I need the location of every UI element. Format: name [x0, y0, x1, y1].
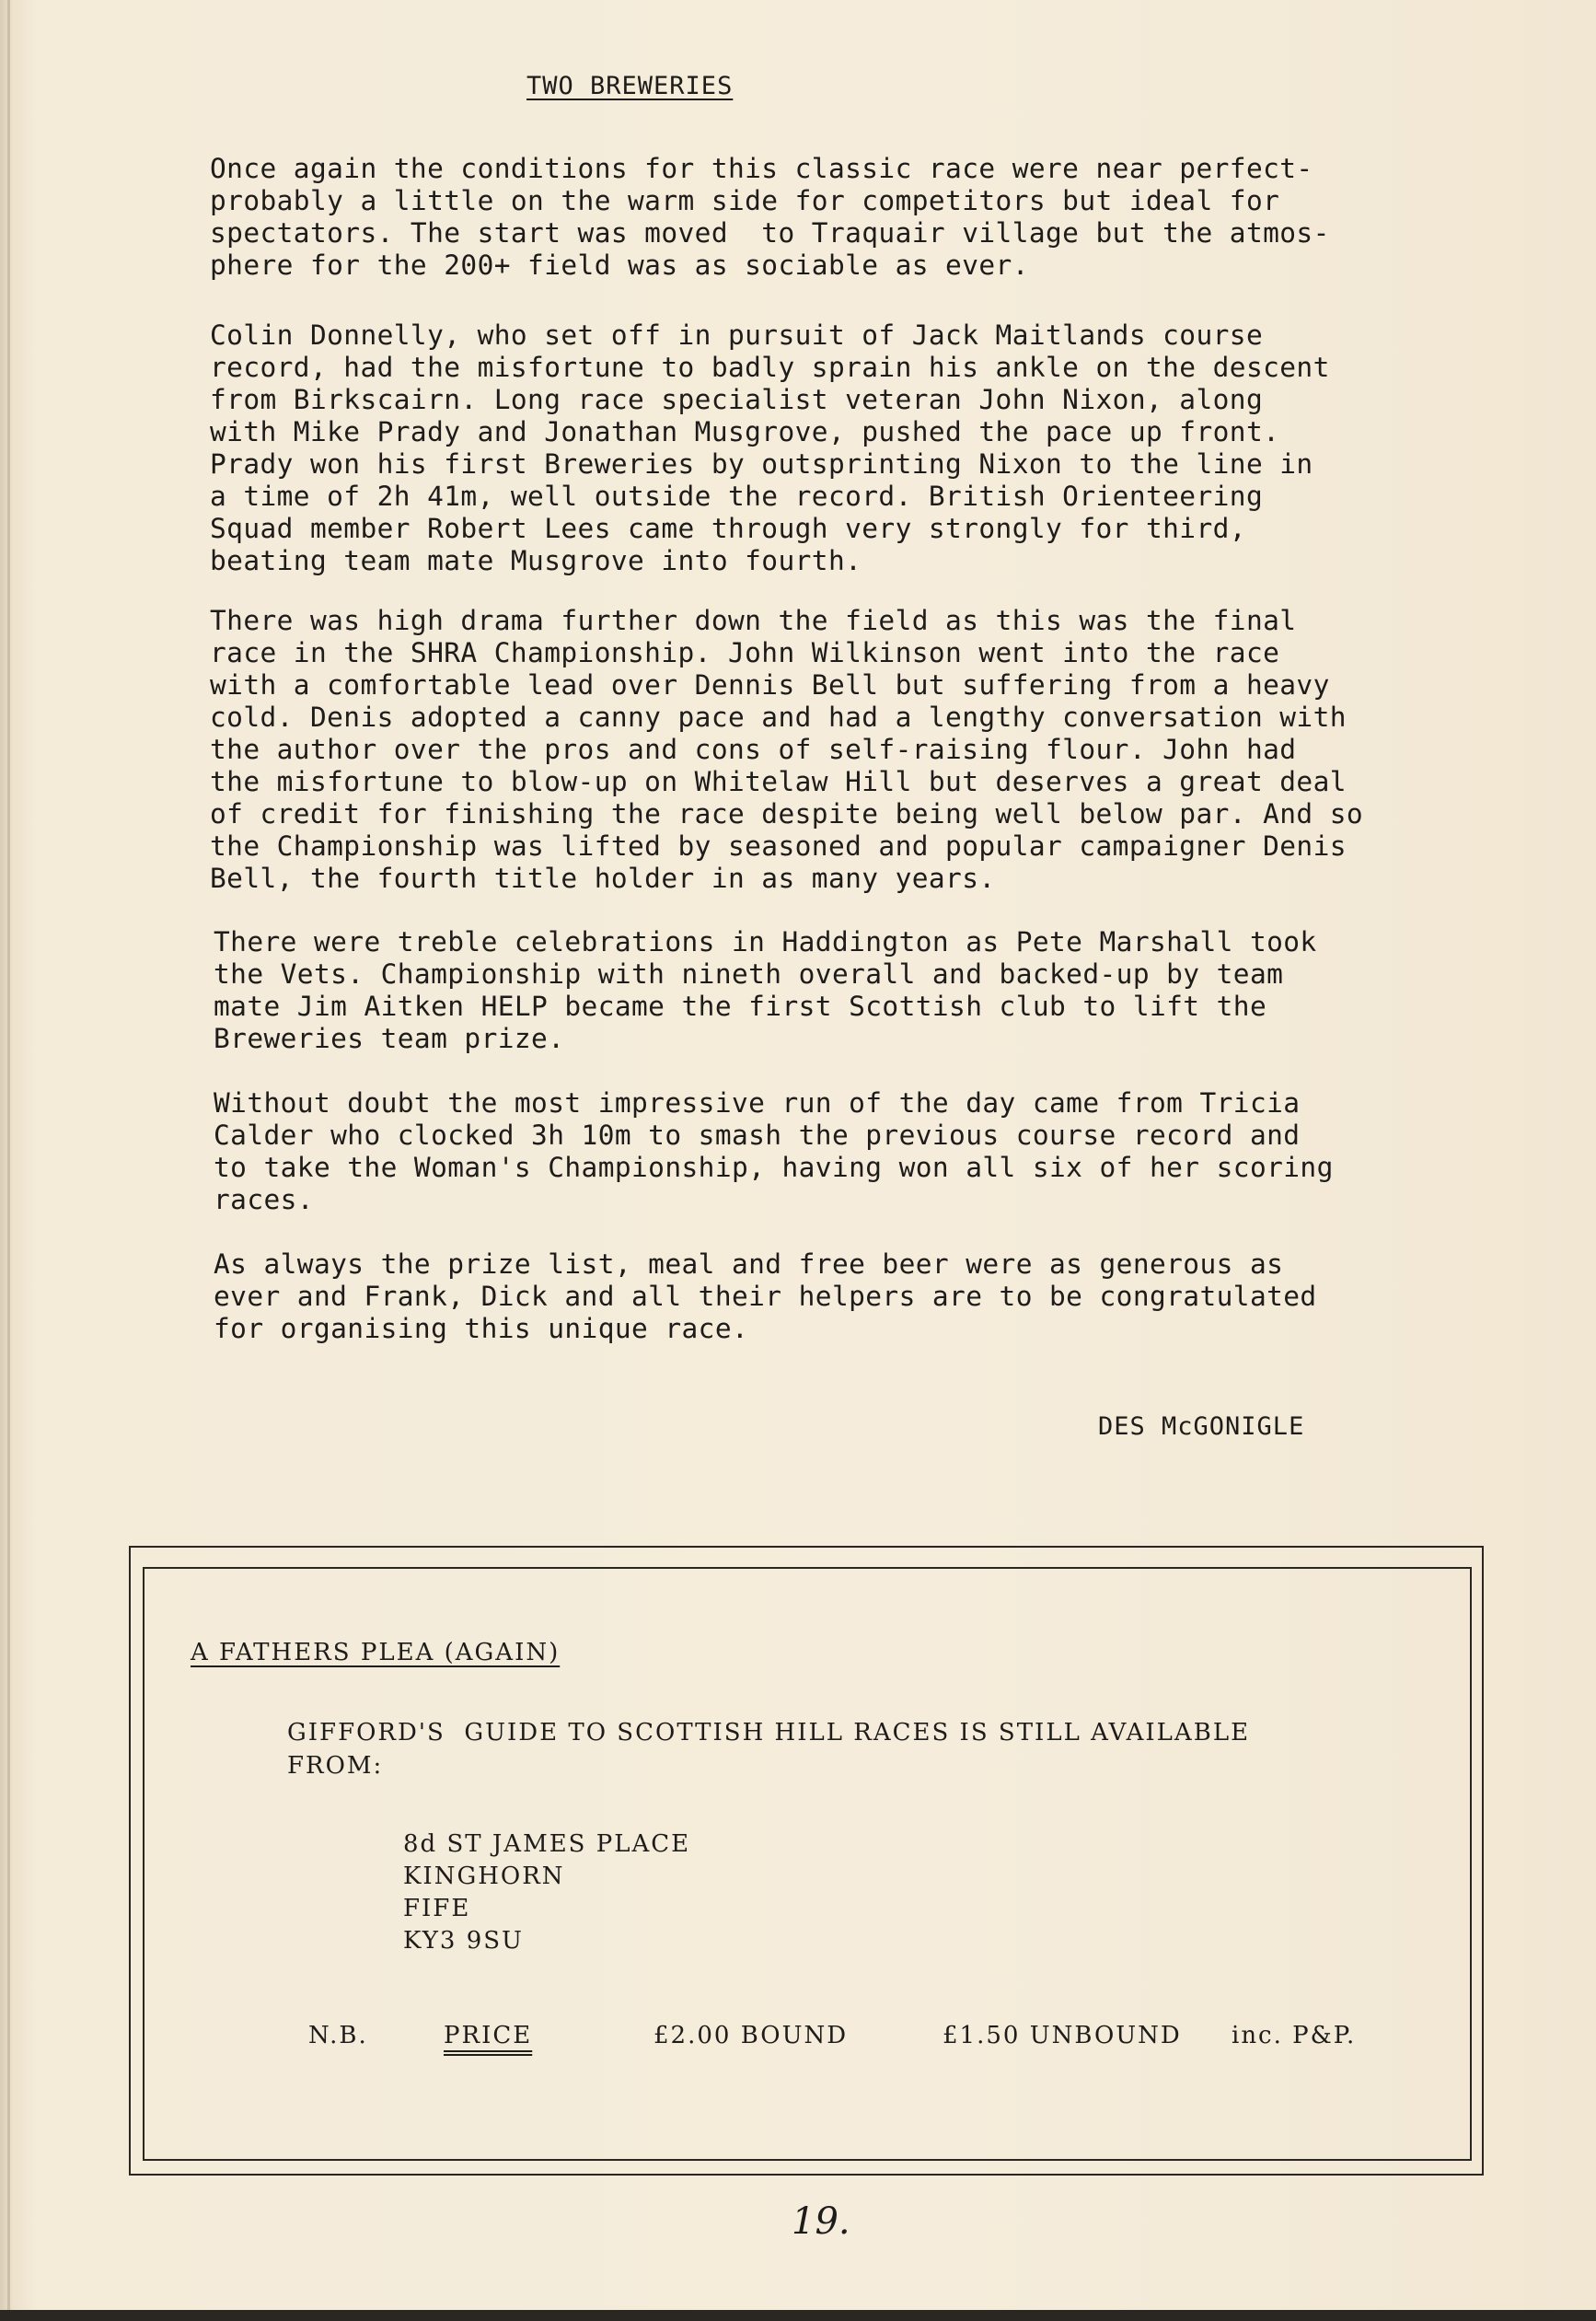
address-line-1: 8d ST JAMES PLACE [403, 1830, 691, 1858]
notice-title: A FATHERS PLEA (AGAIN) [191, 1639, 561, 1666]
binding-spine [7, 0, 10, 2321]
address-line-2: KINGHORN [403, 1863, 565, 1890]
article-paragraph-2: Colin Donnelly, who set off in pursuit of Jack Maitlands course record, had the misfortune to badly sprain his ankle on the descent from Birkscairn. Long race specialist veteran John Nixon, along with Mike Prady and Jonathan Musgrove, pushed the pace up front. Prady won his first Breweries by outsprinting Nixon to the line in a time of 2h 41m, well outside the record. British Orienteering Squad member Robert Lees came through very strongly for third, beating team mate Musgrove into fourth. [210, 319, 1330, 576]
article-paragraph-4: There were treble celebrations in Haddington as Pete Marshall took the Vets. Championship with nineth overall and backed-up by team mate Jim Aitken HELP became the first Scottish club to lift the Breweries team prize. [214, 926, 1317, 1054]
price-bound: £2.00 BOUND [653, 2022, 849, 2049]
article-title: TWO BREWERIES [526, 72, 734, 100]
notice-text: GIFFORD'S GUIDE TO SCOTTISH HILL RACES IS STILL AVAILABLE FROM: [287, 1719, 1251, 1780]
price-postage-note: inc. P&P. [1232, 2022, 1357, 2049]
article-author: DES McGONIGLE [1098, 1412, 1305, 1441]
address-line-3: FIFE [403, 1895, 471, 1922]
price-nb-label: N.B. [308, 2022, 368, 2049]
scan-bottom-edge [0, 2310, 1596, 2321]
address-line-4: KY3 9SU [403, 1927, 524, 1955]
article-paragraph-5: Without doubt the most impressive run of the day came from Tricia Calder who clocked 3h 10m to smash the previous course record and to take the Woman's Championship, having won all six of her scoring races. [214, 1087, 1334, 1215]
article-paragraph-3: There was high drama further down the field as this was the final race in the SHRA Championship. John Wilkinson went into the race with a comfortable lead over Dennis Bell but suffering from a heavy cold. Denis adopted a canny pace and had a lengthy conversation with the author over the pros and cons of self-raising flour. John had the misfortune to blow-up on Whitelaw Hill but deserves a great deal of credit for finishing the race despite being well below par. And so the Championship was lifted by seasoned and popular campaigner Denis Bell, the fourth title holder in as many years. [210, 605, 1364, 894]
notice-address [403, 1828, 690, 1957]
page-number: 19. [792, 2200, 850, 2243]
article-paragraph-6: As always the prize list, meal and free beer were as generous as ever and Frank, Dick and all their helpers are to be congratulated for organising this unique race. [214, 1248, 1317, 1344]
price-unbound: £1.50 UNBOUND [943, 2022, 1182, 2049]
article-paragraph-1: Once again the conditions for this classic race were near perfect- probably a little on the warm side for competitors but ideal for spectators. The start was moved to Traquair village but the atmos- phere for the 200+ field was as sociable as ever. [210, 153, 1330, 281]
price-label: PRICE [444, 2022, 533, 2049]
